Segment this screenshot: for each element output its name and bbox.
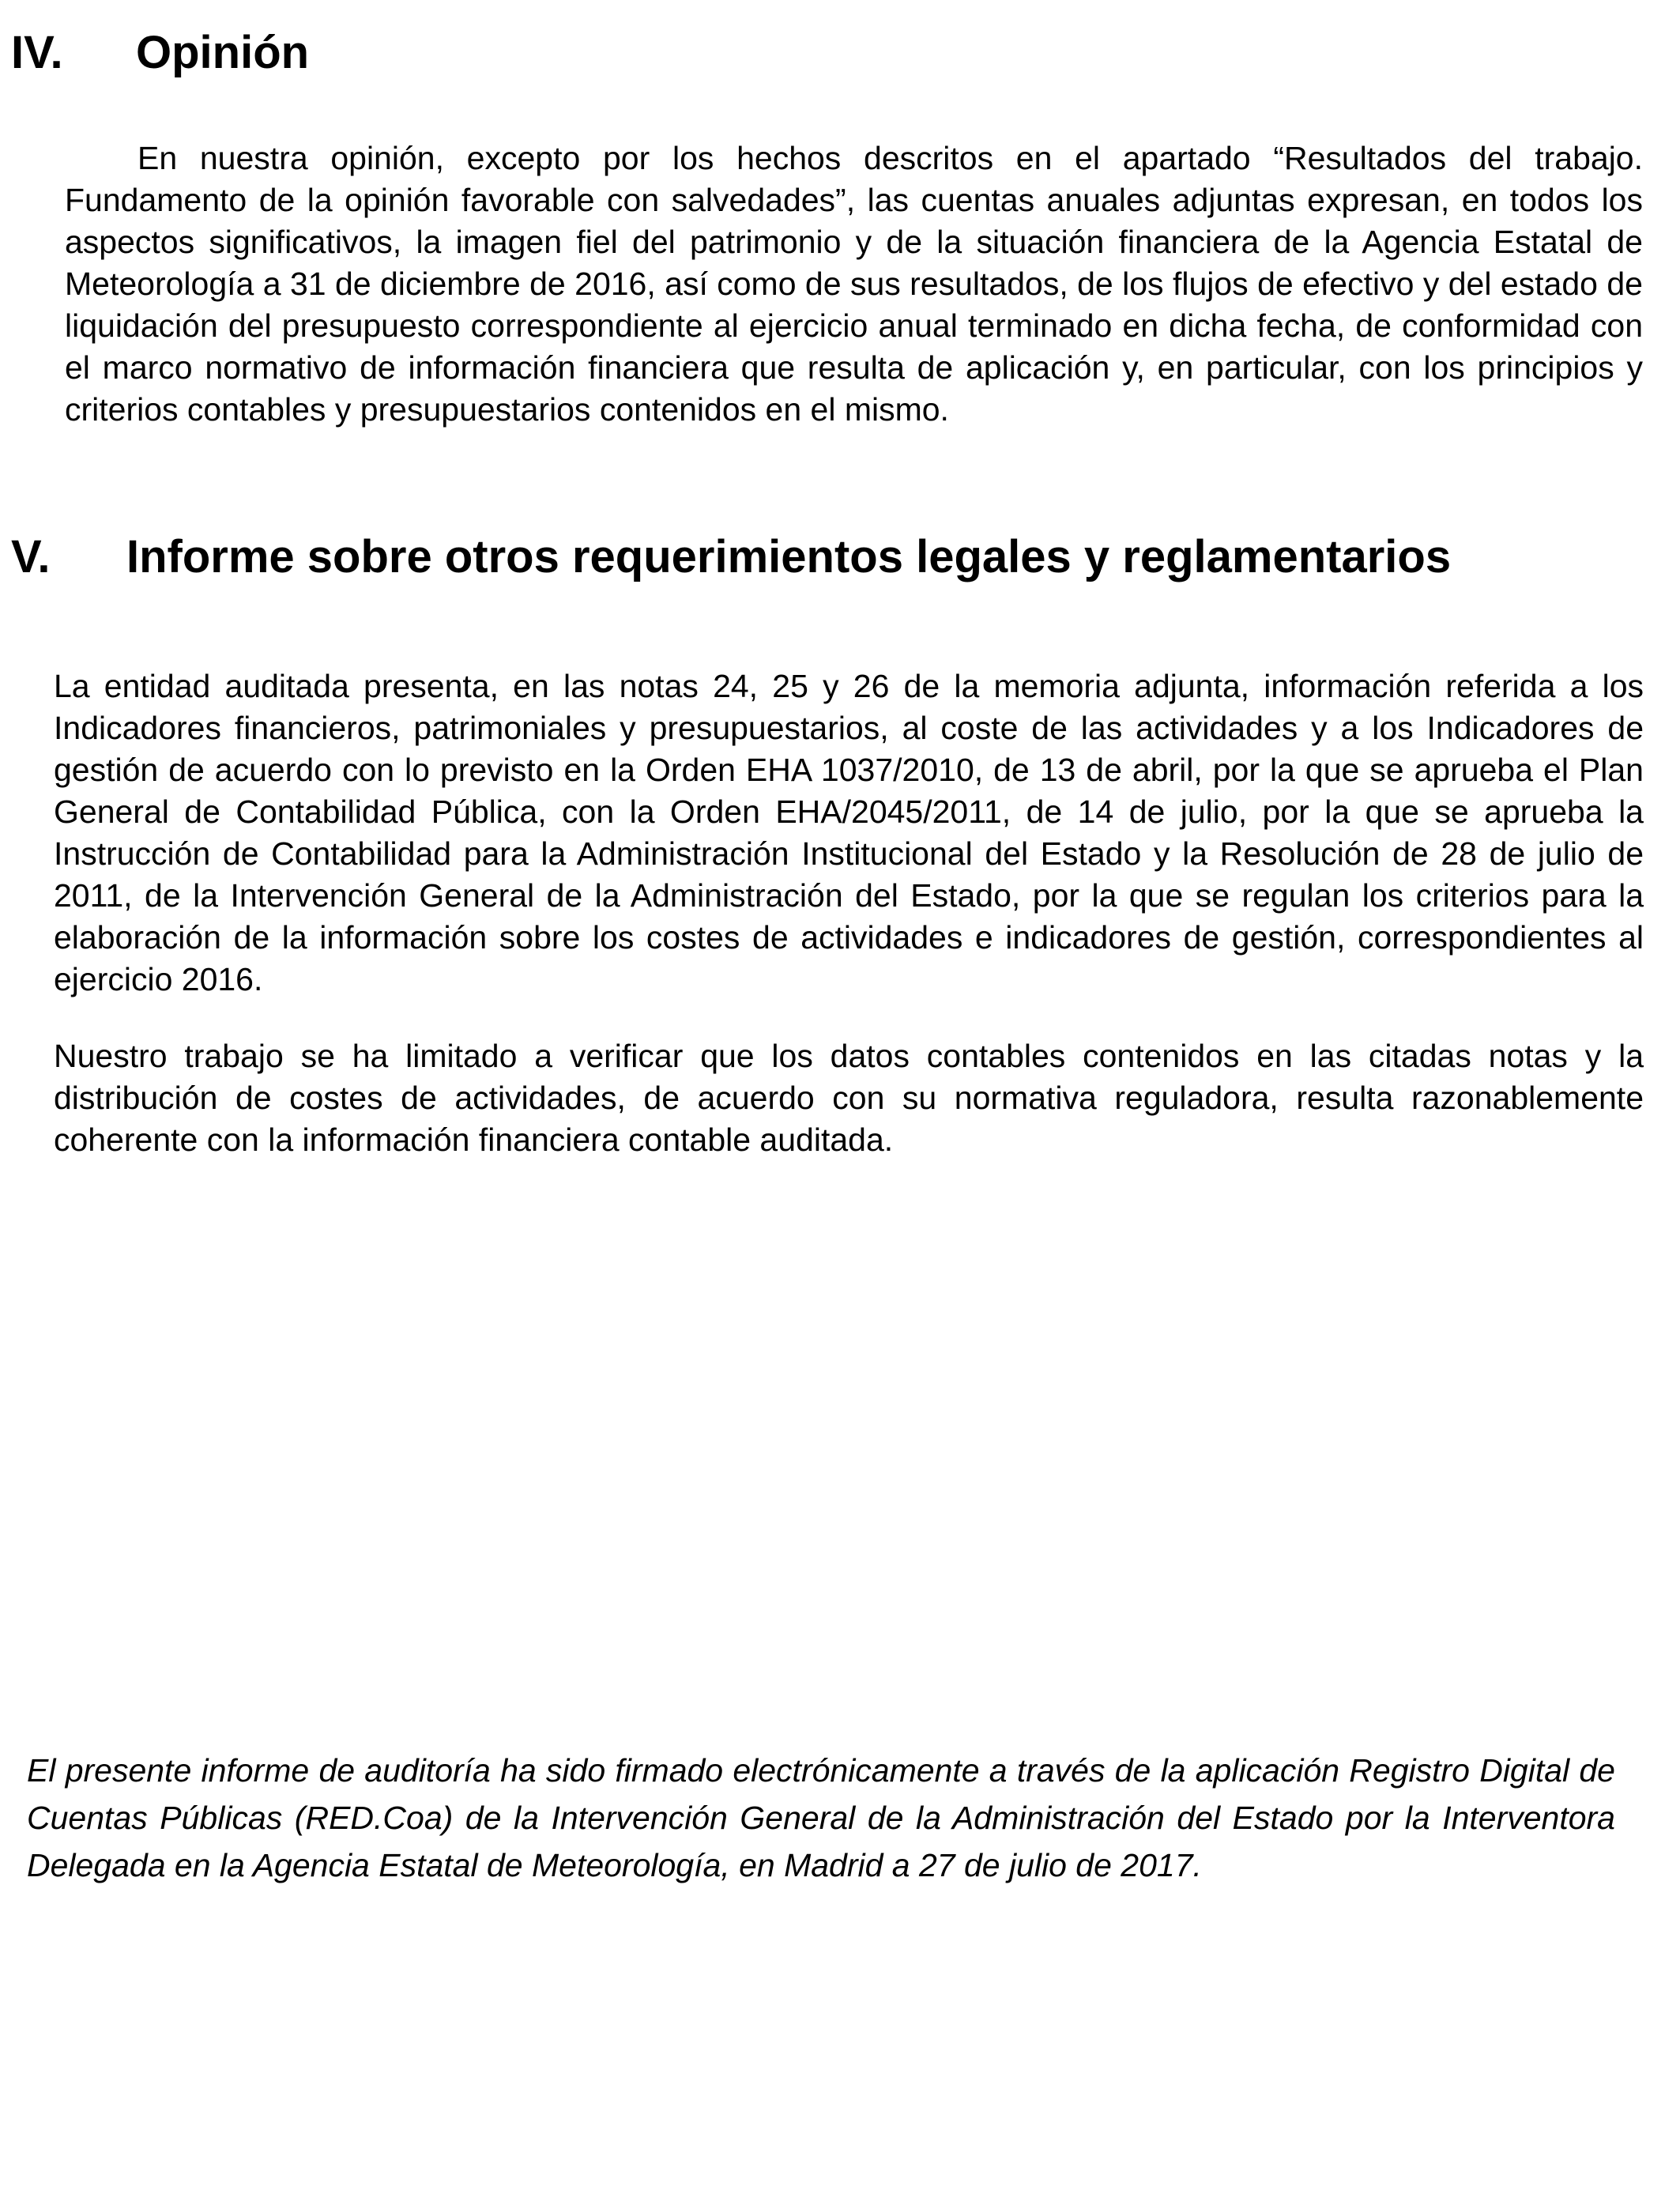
scope-of-work-paragraph: Nuestro trabajo se ha limitado a verificar que los datos contables contenidos en las citadas notas y la distribución de costes de actividades, de acuerdo con su normativa reguladora, resulta razonablemente coherente con la información financiera contable auditada. <box>54 1038 1644 1158</box>
electronic-signature-note: El presente informe de auditoría ha sido firmado electrónicamente a través de la aplicación Registro Digital de Cuentas Públicas (RED.Coa) de la Intervención General de la Administración del Estado por la Interventora Delegada en la Agencia Estatal de Meteorología, en Madrid a 27 de julio de 2017. <box>27 1752 1615 1883</box>
section-heading-legal-requirements <box>11 531 1512 582</box>
section-title: Opinión <box>136 27 310 78</box>
legal-requirements-paragraph: La entidad auditada presenta, en las notas 24, 25 y 26 de la memoria adjunta, información referida a los Indicadores financieros, patrimoniales y presupuestarios, al coste de las actividades y a los Indicadores de gestión de acuerdo con lo previsto en la Orden EHA 1037/2010, de 13 de abril, por la que se aprueba el Plan General de Contabilidad Pública, con la Orden EHA/2045/2011, de 14 de julio, por la que se aprueba la Instrucción de Contabilidad para la Administración Institucional del Estado y la Resolución de 28 de julio de 2011, de la Intervención General de la Administración del Estado, por la que se regulan los criterios para la elaboración de la información sobre los costes de actividades e indicadores de gestión, correspondientes al ejercicio 2016. <box>54 668 1644 997</box>
section-title: Informe sobre otros requerimientos legales y reglamentarios <box>126 531 1452 582</box>
opinion-paragraph: En nuestra opinión, excepto por los hechos descritos en el apartado “Resultados del trabajo. Fundamento de la opinión favorable con salvedades”, las cuentas anuales adjuntas expresan, en todos los aspectos significativos, la imagen fiel del patrimonio y de la situación financiera de la Agencia Estatal de Meteorología a 31 de diciembre de 2016, así como de sus resultados, de los flujos de efectivo y del estado de liquidación del presupuesto correspondiente al ejercicio anual terminado en dicha fecha, de conformidad con el marco normativo de información financiera que resulta de aplicación y, en particular, con los principios y criterios contables y presupuestarios contenidos en el mismo. <box>65 140 1643 428</box>
section-number: V. <box>11 531 51 582</box>
section-heading-opinion <box>11 27 485 78</box>
section-number: IV. <box>11 27 63 78</box>
